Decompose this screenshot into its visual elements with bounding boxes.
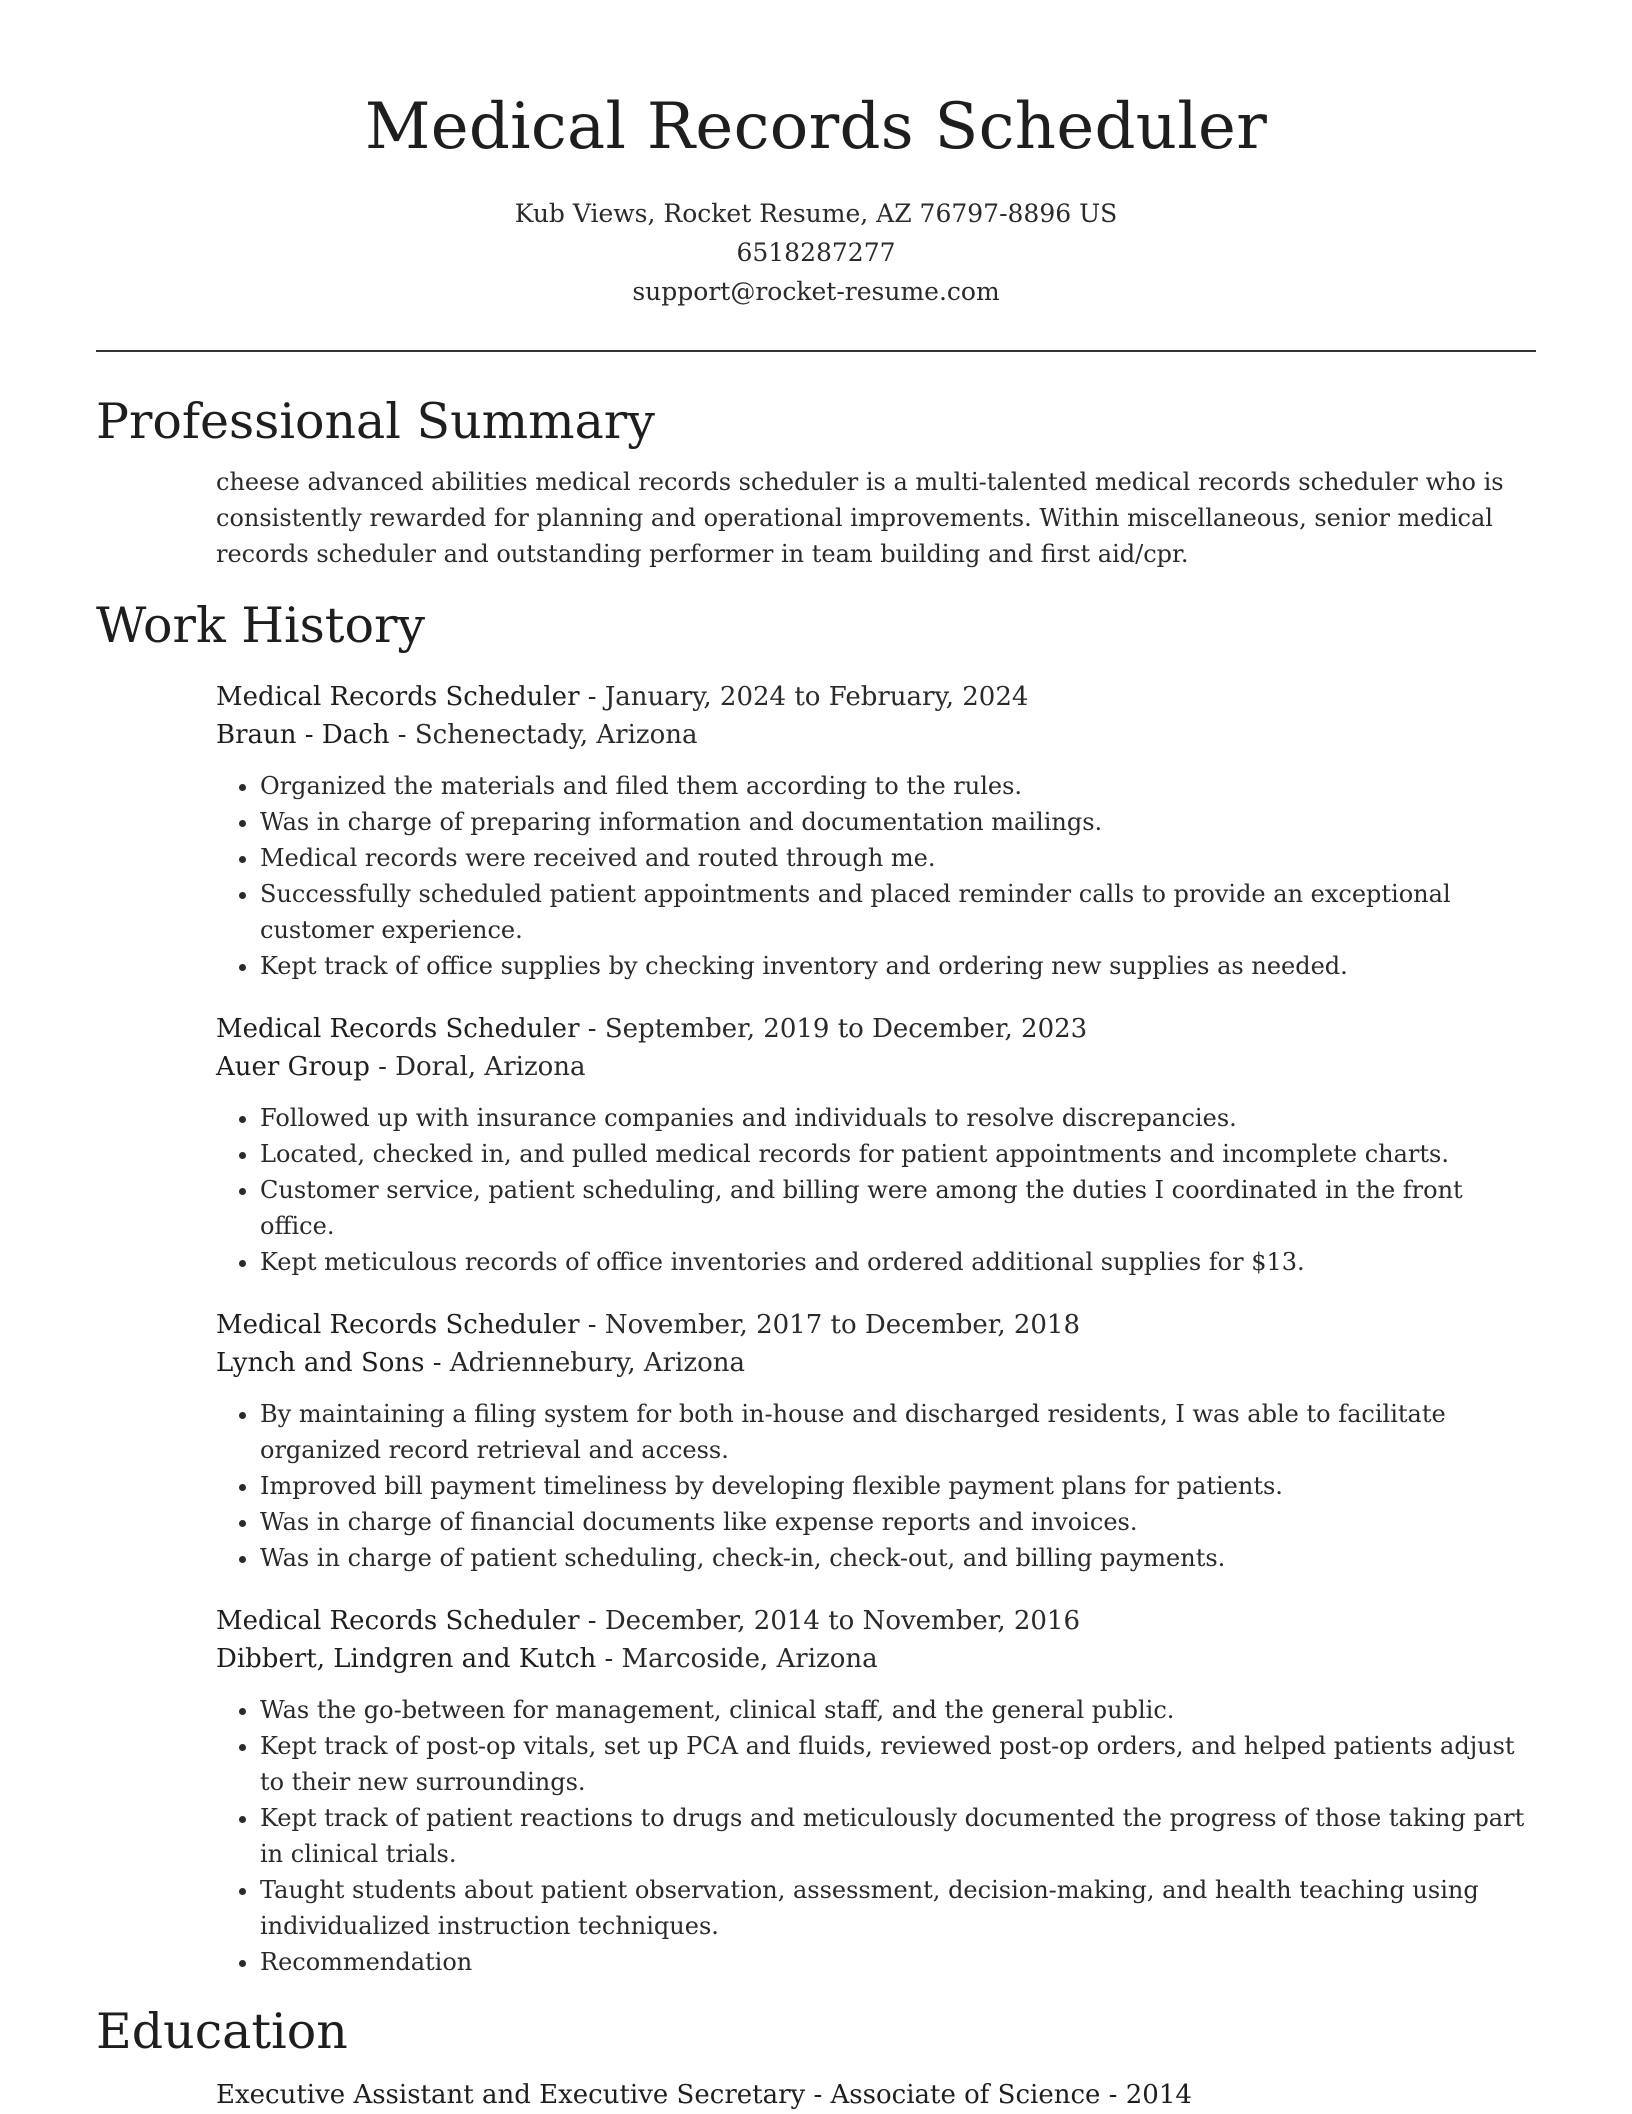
job-dates: - December, 2014 to November, 2016 <box>579 1606 1081 1636</box>
job-duties <box>216 768 1536 984</box>
job-dates: - January, 2024 to February, 2024 <box>579 682 1029 712</box>
job-title-line <box>216 678 1536 716</box>
resume-name: Medical Records Scheduler <box>364 90 1268 164</box>
duty-item: • Kept track of post-op vitals, set up PCA and fluids, reviewed post-op orders, and helped patients adjust to their new surroundings. <box>260 1728 1536 1800</box>
duty-item: • By maintaining a filing system for both in-house and discharged residents, I was able to facilitate organized record retrieval and access. <box>260 1396 1536 1468</box>
job-duties <box>216 1692 1536 1980</box>
job-dates: - September, 2019 to December, 2023 <box>579 1014 1088 1044</box>
duty-item: • Successfully scheduled patient appointments and placed reminder calls to provide an exceptional customer experience. <box>260 876 1536 948</box>
duty-item: • Followed up with insurance companies and individuals to resolve discrepancies. <box>260 1100 1536 1136</box>
summary-text: cheese advanced abilities medical records scheduler is a multi-talented medical records scheduler who is consistently rewarded for planning and operational improvements. Within miscellaneous, senior medical records scheduler and outstanding performer in team building and first aid/cpr. <box>216 468 1504 568</box>
job-company: Auer Group <box>216 1052 370 1082</box>
resume-header <box>96 0 1536 311</box>
job-duties <box>216 1396 1536 1576</box>
job-company: Braun - Dach <box>216 720 390 750</box>
duty-item: • Kept track of patient reactions to drugs and meticulously documented the progress of those taking part in clinical trials. <box>260 1800 1536 1872</box>
job-company: Lynch and Sons <box>216 1348 425 1378</box>
job-title: Medical Records Scheduler <box>216 1014 580 1044</box>
duty-item: • Kept track of office supplies by checking inventory and ordering new supplies as needed. <box>260 948 1536 984</box>
header-divider <box>96 350 1536 352</box>
job-company-line <box>216 1640 1536 1678</box>
job-title-line <box>216 1010 1536 1048</box>
duty-item: • Recommendation <box>260 1944 1536 1980</box>
duty-item: • Located, checked in, and pulled medical records for patient appointments and incomplete charts. <box>260 1136 1536 1172</box>
job-location: - Adriennebury, Arizona <box>424 1348 745 1378</box>
job-company-line <box>216 1344 1536 1382</box>
work-history-list <box>216 678 1536 1980</box>
job-entry <box>216 678 1536 984</box>
resume-page <box>96 0 1536 2114</box>
duty-item: • Improved bill payment timeliness by developing flexible payment plans for patients. <box>260 1468 1536 1504</box>
education-heading: Education <box>96 2003 348 2060</box>
email-text: support@rocket-resume.com <box>632 277 1000 306</box>
job-entry <box>216 1010 1536 1280</box>
job-company: Dibbert, Lindgren and Kutch <box>216 1644 597 1674</box>
job-duties <box>216 1100 1536 1280</box>
work-history-heading: Work History <box>96 597 426 654</box>
address-text: Kub Views, Rocket Resume, AZ 76797-8896 US <box>514 199 1118 228</box>
job-title: Medical Records Scheduler <box>216 1310 580 1340</box>
duty-item: • Was in charge of patient scheduling, check-in, check-out, and billing payments. <box>260 1540 1536 1576</box>
job-title-line <box>216 1602 1536 1640</box>
job-company-line <box>216 716 1536 754</box>
duty-item: • Kept meticulous records of office inventories and ordered additional supplies for $13. <box>260 1244 1536 1280</box>
job-location: - Marcoside, Arizona <box>596 1644 878 1674</box>
job-company-line <box>216 1048 1536 1086</box>
phone-text: 6518287277 <box>736 238 896 267</box>
job-location: - Schenectady, Arizona <box>389 720 698 750</box>
job-entry <box>216 1306 1536 1576</box>
contact-info <box>96 194 1536 311</box>
duty-item: • Was in charge of preparing information and documentation mailings. <box>260 804 1536 840</box>
duty-item: • Medical records were received and routed through me. <box>260 840 1536 876</box>
education-entry: Executive Assistant and Executive Secretary - Associate of Science - 2014 <box>216 2080 1192 2110</box>
duty-item: • Organized the materials and filed them according to the rules. <box>260 768 1536 804</box>
job-title-line <box>216 1306 1536 1344</box>
job-dates: - November, 2017 to December, 2018 <box>579 1310 1081 1340</box>
duty-item: • Taught students about patient observation, assessment, decision-making, and health teaching using individualized instruction techniques. <box>260 1872 1536 1944</box>
job-location: - Doral, Arizona <box>369 1052 586 1082</box>
duty-item: • Was in charge of financial documents like expense reports and invoices. <box>260 1504 1536 1540</box>
job-title: Medical Records Scheduler <box>216 1606 580 1636</box>
duty-item: • Customer service, patient scheduling, and billing were among the duties I coordinated in the front office. <box>260 1172 1536 1244</box>
summary-heading: Professional Summary <box>96 393 655 450</box>
job-title: Medical Records Scheduler <box>216 682 580 712</box>
duty-item: • Was the go-between for management, clinical staff, and the general public. <box>260 1692 1536 1728</box>
job-entry <box>216 1602 1536 1980</box>
